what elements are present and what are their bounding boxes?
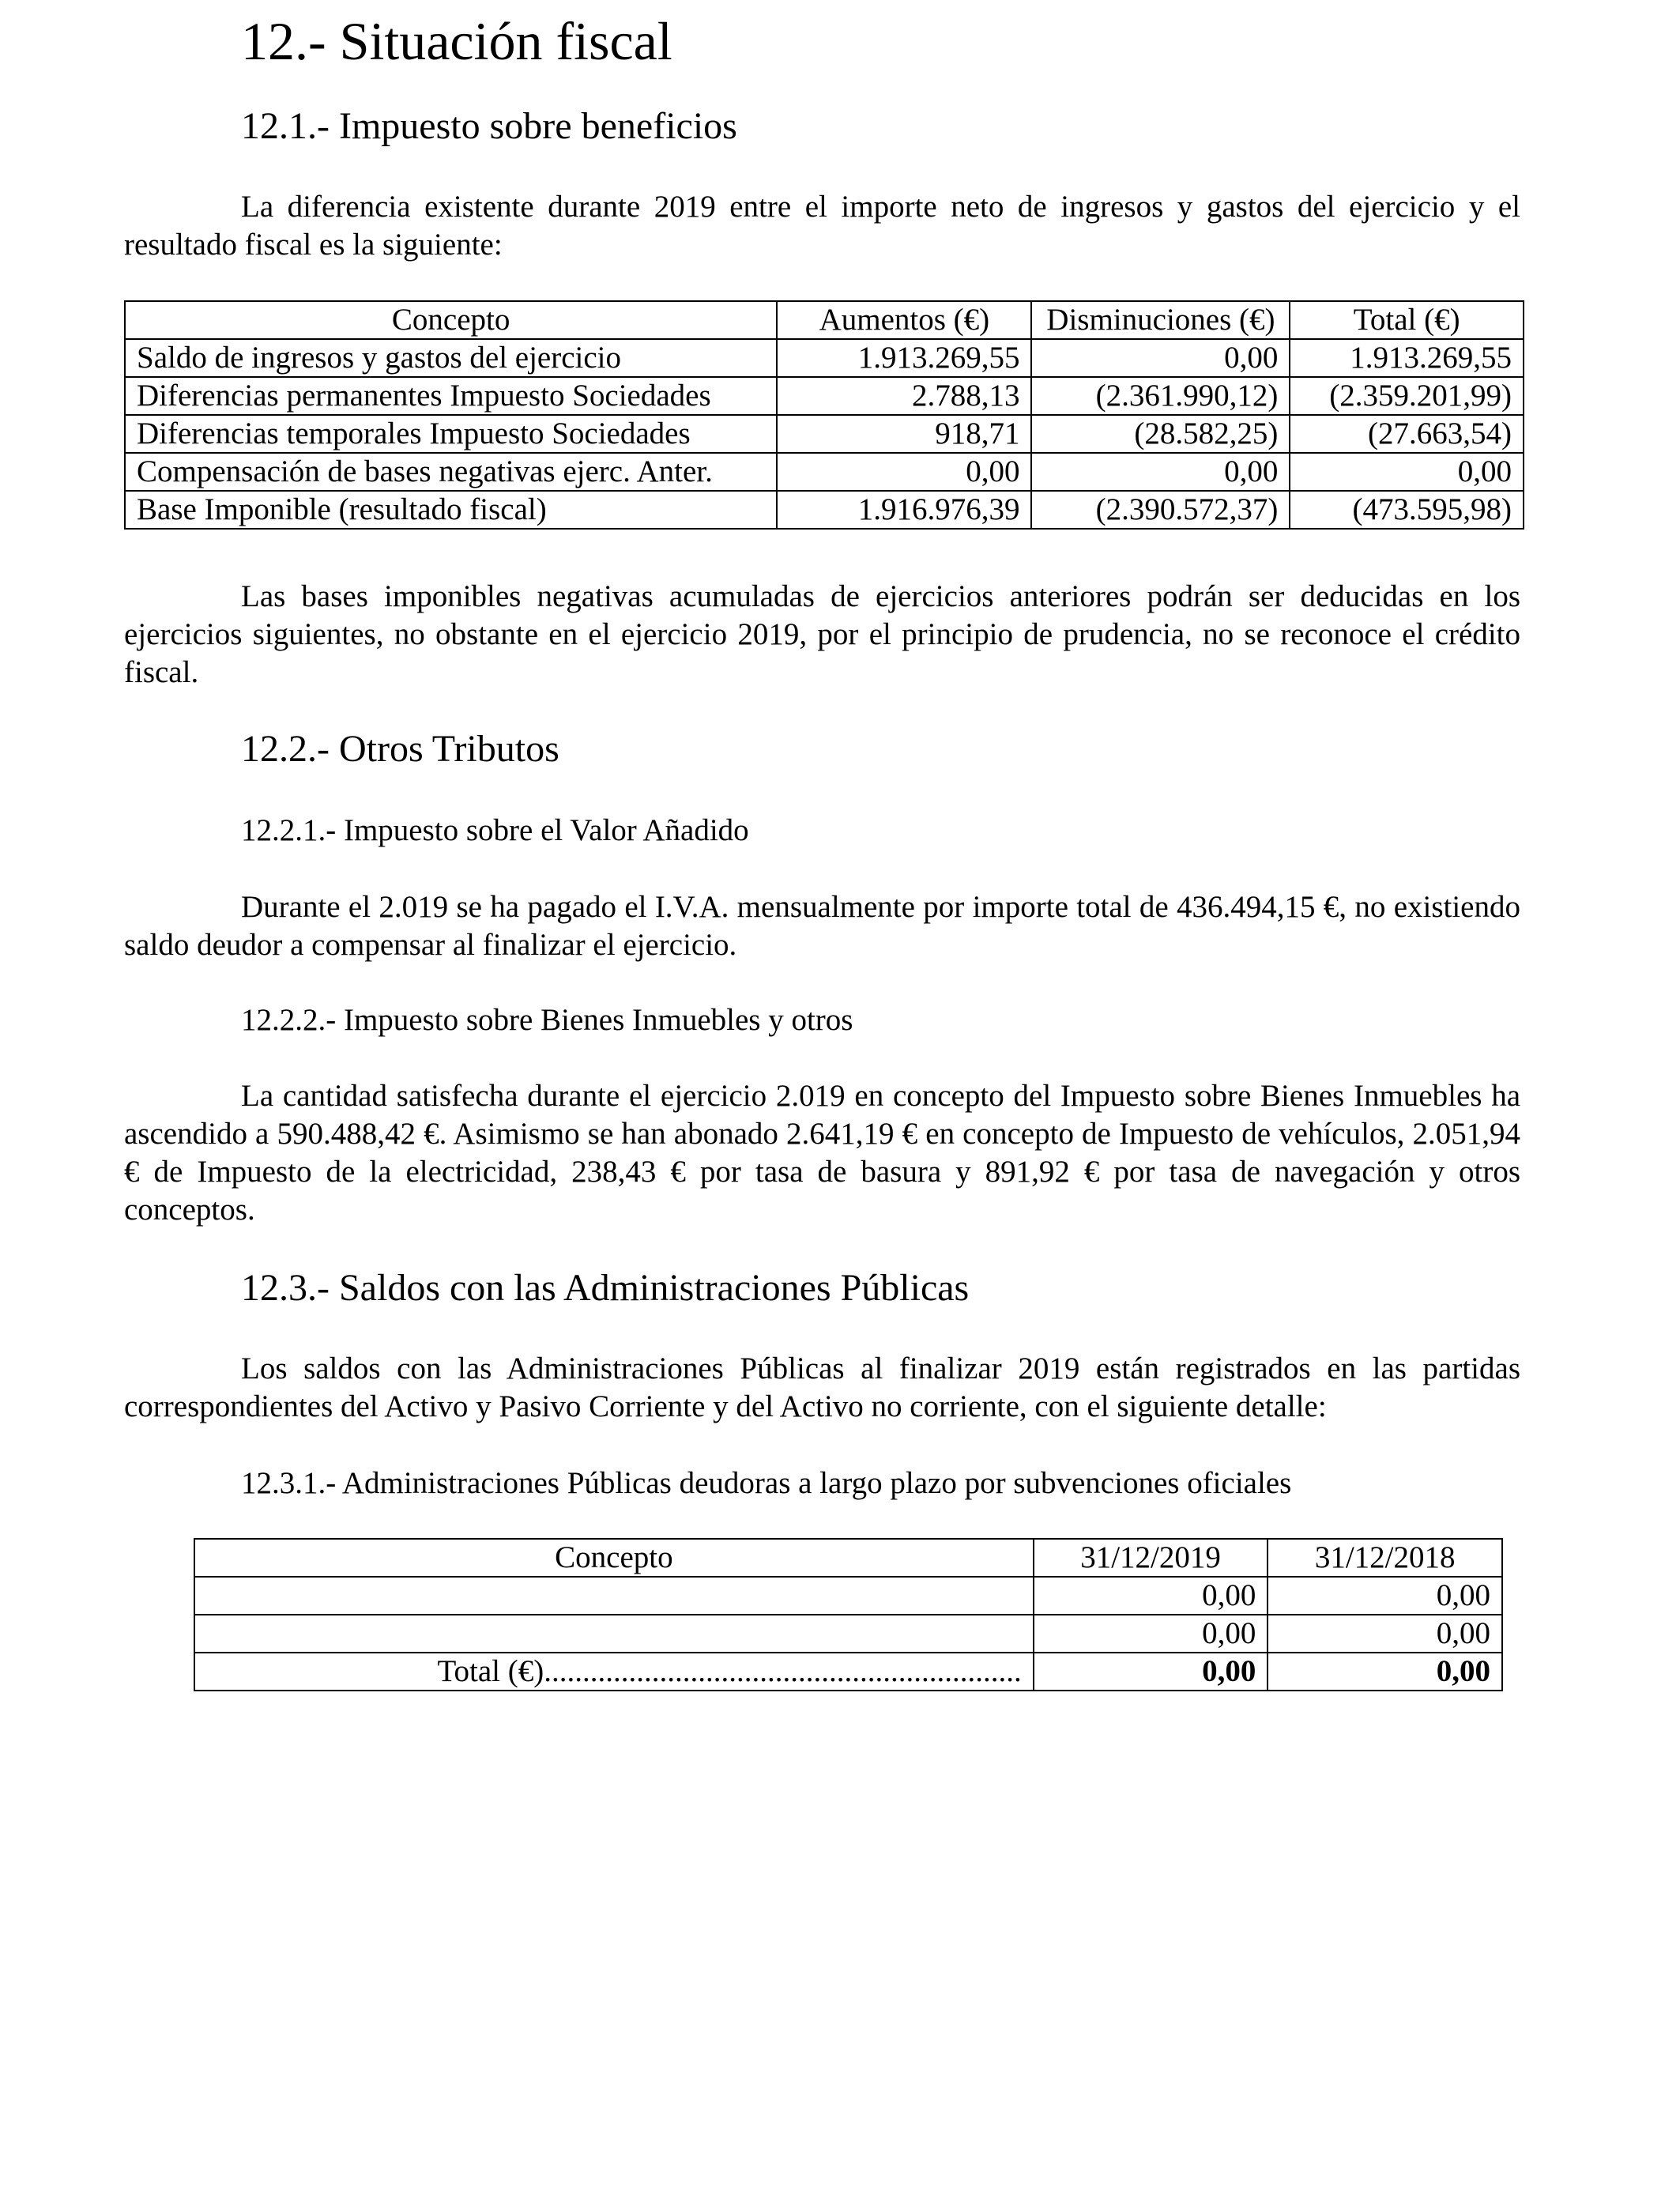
vat-paragraph: Durante el 2.019 se ha pagado el I.V.A. mensualmente por importe total de 436.494,15 €, no existiendo saldo deudor a compensar al finalizar el ejercicio.: [124, 890, 1520, 962]
table-cell: 0,00: [1034, 1577, 1268, 1615]
table-cell: [194, 1577, 1034, 1615]
table-cell: (2.390.572,37): [1031, 491, 1290, 529]
table-row: [125, 339, 1524, 377]
table-cell: 0,00: [777, 453, 1031, 491]
table-cell: Base Imponible (resultado fiscal): [125, 491, 777, 529]
table-cell: 1.913.269,55: [1290, 339, 1524, 377]
subsection-title-12-2-2: 12.2.2.- Impuesto sobre Bienes Inmuebles y otros: [241, 1003, 853, 1037]
section-heading: 12.- Situación fiscal: [241, 11, 672, 71]
table-cell: 0,00: [1290, 453, 1524, 491]
column-header: 31/12/2019: [1034, 1539, 1268, 1577]
column-header: Concepto: [194, 1539, 1034, 1577]
intro-paragraph: La diferencia existente durante 2019 entre el importe neto de ingresos y gastos del ejercicio y el resultado fiscal es la siguiente:: [124, 190, 1520, 262]
column-header: Disminuciones (€): [1031, 301, 1290, 339]
table-cell: 1.913.269,55: [777, 339, 1031, 377]
column-header: Total (€): [1290, 301, 1524, 339]
table-cell: Compensación de bases negativas ejerc. Anter.: [125, 453, 777, 491]
table-cell: (2.361.990,12): [1031, 377, 1290, 415]
table-row: [194, 1615, 1502, 1653]
column-header: Aumentos (€): [777, 301, 1031, 339]
table-cell: (28.582,25): [1031, 415, 1290, 453]
table-header-row: [194, 1539, 1502, 1577]
public-admin-paragraph: Los saldos con las Administraciones Públicas al finalizar 2019 están registrados en las partidas correspondientes del Activo y Pasivo Corriente y del Activo no corriente, con el siguiente detalle:: [124, 1351, 1520, 1423]
table-row: [125, 377, 1524, 415]
total-value: 0,00: [1268, 1653, 1502, 1691]
table-header-row: [125, 301, 1524, 339]
table-cell: 0,00: [1031, 453, 1290, 491]
negative-bases-paragraph: Las bases imponibles negativas acumuladas de ejercicios anteriores podrán ser deducidas en los ejercicios siguientes, no obstante en el ejercicio 2019, por el principio de prudencia, no se reconoce el crédito fiscal.: [124, 579, 1520, 689]
table-cell: Diferencias permanentes Impuesto Sociedades: [125, 377, 777, 415]
table-row: [125, 415, 1524, 453]
subsection-title-12-2-1: 12.2.1.- Impuesto sobre el Valor Añadido: [241, 813, 749, 847]
total-label: Total (€)..............................................................: [194, 1653, 1034, 1691]
table-row: [194, 1577, 1502, 1615]
tax-base-table: [124, 300, 1524, 530]
subsection-title-12-3: 12.3.- Saldos con las Administraciones Públicas: [241, 1267, 970, 1309]
subsection-title-12-1: 12.1.- Impuesto sobre beneficios: [241, 105, 737, 147]
table-cell: Diferencias temporales Impuesto Sociedades: [125, 415, 777, 453]
table-cell: Saldo de ingresos y gastos del ejercicio: [125, 339, 777, 377]
table-cell: 0,00: [1031, 339, 1290, 377]
table-cell: 918,71: [777, 415, 1031, 453]
table-row: [125, 453, 1524, 491]
table-cell: 0,00: [1034, 1615, 1268, 1653]
table-cell: 2.788,13: [777, 377, 1031, 415]
subsection-title-12-3-1: 12.3.1.- Administraciones Públicas deudoras a largo plazo por subvenciones oficiales: [241, 1466, 1292, 1500]
table-cell: 0,00: [1268, 1577, 1502, 1615]
table-total-row: [194, 1653, 1502, 1691]
table-cell: (27.663,54): [1290, 415, 1524, 453]
table-cell: 1.916.976,39: [777, 491, 1031, 529]
total-value: 0,00: [1034, 1653, 1268, 1691]
table-cell: (473.595,98): [1290, 491, 1524, 529]
subsection-title-12-2: 12.2.- Otros Tributos: [241, 728, 559, 770]
property-tax-paragraph: La cantidad satisfecha durante el ejercicio 2.019 en concepto del Impuesto sobre Bienes Inmuebles ha ascendido a 590.488,42 €. Asimismo se han abonado 2.641,19 € en concepto de Impuesto de vehículos, 2.051,94 € de Impuesto de la electricidad, 238,43 € por tasa de basura y 891,92 € por tasa de navegación y otros conceptos.: [124, 1079, 1520, 1227]
table-cell: 0,00: [1268, 1615, 1502, 1653]
table-cell: (2.359.201,99): [1290, 377, 1524, 415]
public-admin-table: [194, 1538, 1503, 1691]
table-cell: [194, 1615, 1034, 1653]
column-header: 31/12/2018: [1268, 1539, 1502, 1577]
table-row: [125, 491, 1524, 529]
column-header: Concepto: [125, 301, 777, 339]
